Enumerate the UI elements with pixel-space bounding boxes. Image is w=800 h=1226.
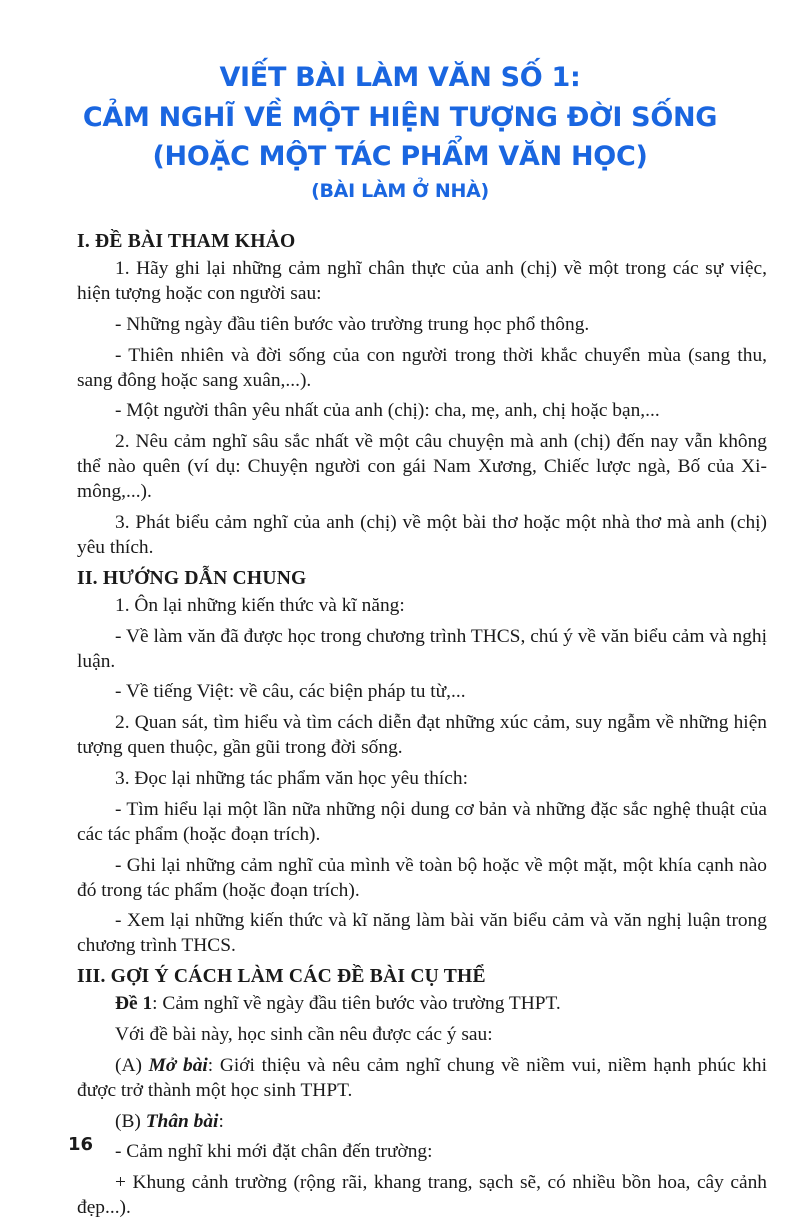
title-line-2: CẢM NGHĨ VỀ MỘT HIỆN TƯỢNG ĐỜI SỐNG	[82, 101, 718, 133]
section-1-heading: I. ĐỀ BÀI THAM KHẢO	[77, 231, 296, 252]
paragraph	[77, 991, 767, 1016]
a-text: : Giới thiệu và nêu cảm nghĩ chung về niềm vui, niềm hạnh phúc khi được trở thành một học sinh THPT.	[77, 1054, 768, 1101]
section-3-heading: III. GỢI Ý CÁCH LÀM CÁC ĐỀ BÀI CỤ THỂ	[77, 966, 486, 988]
section-2-heading: II. HƯỚNG DẪN CHUNG	[77, 567, 307, 589]
a-prefix: (A)	[115, 1054, 149, 1076]
page-title-block	[0, 58, 800, 206]
title-line-1: VIẾT BÀI LÀM VĂN SỐ 1:	[219, 62, 581, 93]
paragraph: - Ghi lại những cảm nghĩ của mình về toàn bộ hoặc về một mặt, một khía cạnh nào đó trong tác phẩm (hoặc đoạn trích).	[77, 854, 767, 901]
paragraph: - Những ngày đầu tiên bước vào trường trung học phổ thông.	[115, 313, 590, 335]
paragraph: - Cảm nghĩ khi mới đặt chân đến trường:	[115, 1141, 433, 1163]
paragraph: + Khung cảnh trường (rộng rãi, khang trang, sạch sẽ, có nhiều bồn hoa, cây cảnh đẹp...).	[77, 1172, 767, 1219]
page-number: 16	[68, 1134, 94, 1155]
paragraph: 1. Hãy ghi lại những cảm nghĩ chân thực của anh (chị) về một trong các sự việc, hiện tượng hoặc con người sau:	[77, 258, 767, 304]
paragraph	[77, 1053, 767, 1103]
paragraph: - Một người thân yêu nhất của anh (chị): cha, mẹ, anh, chị hoặc bạn,...	[115, 400, 660, 422]
paragraph: - Xem lại những kiến thức và kĩ năng làm bài văn biểu cảm và văn nghị luận trong chương trình THCS.	[77, 910, 767, 957]
paragraph: - Về làm văn đã được học trong chương trình THCS, chú ý về văn biểu cảm và nghị luận.	[77, 625, 767, 672]
paragraph: Với đề bài này, học sinh cần nêu được các ý sau:	[115, 1023, 493, 1045]
paragraph: - Tìm hiểu lại một lần nữa những nội dung cơ bản và những đặc sắc nghệ thuật của các tác phẩm (hoặc đoạn trích).	[77, 798, 767, 845]
paragraph: - Thiên nhiên và đời sống của con người trong thời khắc chuyển mùa (sang thu, sang đông hoặc sang xuân,...).	[77, 344, 767, 391]
b-text: :	[218, 1110, 224, 1132]
title-line-4: (BÀI LÀM Ở NHÀ)	[311, 180, 489, 203]
mo-bai-label: Mở bài	[148, 1054, 208, 1076]
paragraph: 2. Nêu cảm nghĩ sâu sắc nhất về một câu chuyện mà anh (chị) đến nay vẫn không thể nào quên (ví dụ: Chuyện người con gái Nam Xương, Chiếc lược ngà, Bố của Xi-mông,...).	[77, 431, 767, 503]
paragraph	[77, 1109, 767, 1134]
de-text: : Cảm nghĩ về ngày đầu tiên bước vào trường THPT.	[152, 993, 561, 1015]
paragraph: - Về tiếng Việt: về câu, các biện pháp tu từ,...	[115, 681, 466, 703]
than-bai-label: Thân bài	[145, 1110, 219, 1132]
page-content	[77, 229, 767, 1226]
de-label: Đề 1	[115, 993, 153, 1015]
paragraph: 3. Đọc lại những tác phẩm văn học yêu thích:	[115, 767, 468, 789]
paragraph: 2. Quan sát, tìm hiểu và tìm cách diễn đạt những xúc cảm, suy ngẫm về những hiện tượng quen thuộc, gần gũi trong đời sống.	[77, 712, 767, 759]
paragraph: 1. Ôn lại những kiến thức và kĩ năng:	[115, 594, 405, 616]
title-line-3: (HOẶC MỘT TÁC PHẨM VĂN HỌC)	[152, 141, 648, 173]
b-prefix: (B)	[115, 1110, 146, 1132]
paragraph: 3. Phát biểu cảm nghĩ của anh (chị) về một bài thơ hoặc một nhà thơ mà anh (chị) yêu thích.	[77, 511, 767, 558]
